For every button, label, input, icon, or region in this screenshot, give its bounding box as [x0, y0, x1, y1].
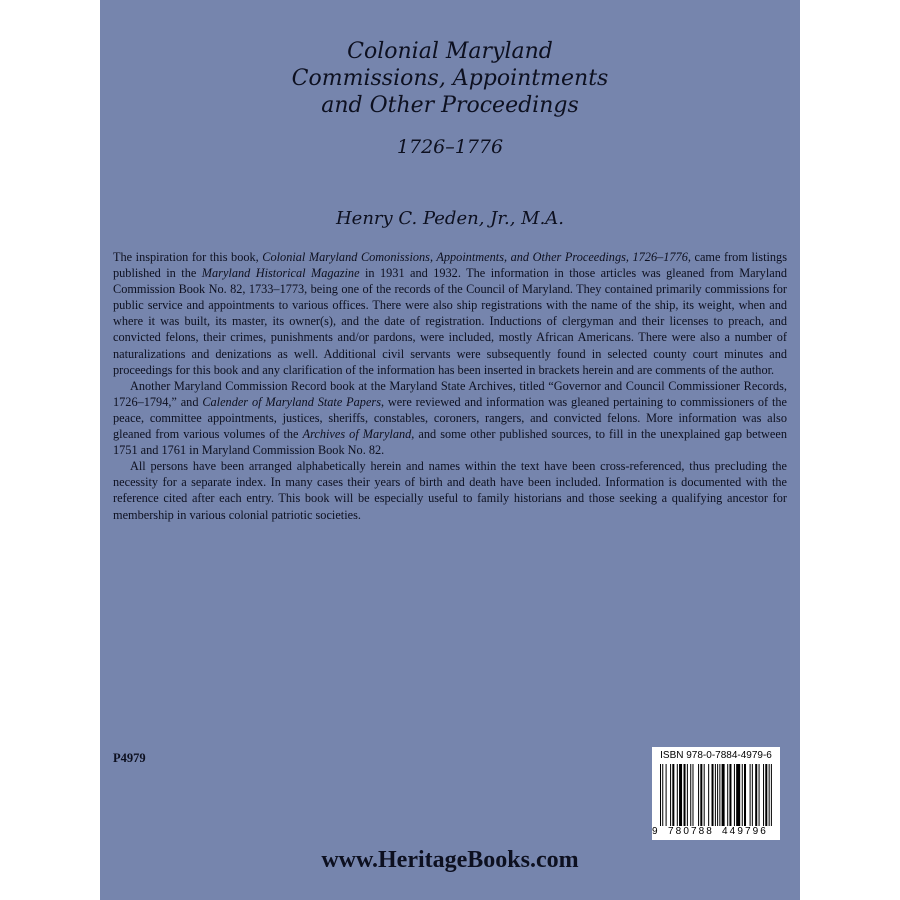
barcode-bar [712, 764, 714, 826]
title-line-2: Commissions, Appointments [291, 66, 609, 91]
title-line-3: and Other Proceedings [321, 93, 579, 118]
barcode-bar [692, 764, 693, 826]
description-magazine-title: Maryland Historical Magazine [201, 266, 360, 281]
barcode-bar [704, 764, 705, 826]
barcode-digits-left: 780788 [668, 826, 714, 837]
description-text: , and some other published sources, to fill in the unexplained gap between 1751 and 1761 in Maryland Commission Book No. 82. [113, 427, 787, 458]
barcode-bar [763, 764, 764, 826]
barcode-bar [750, 764, 751, 826]
book-back-cover [100, 0, 800, 900]
barcode-bar [677, 764, 678, 826]
barcode-bar [755, 764, 757, 826]
barcode-bar [715, 764, 716, 826]
barcode-bar [660, 764, 661, 826]
barcode-bar [736, 764, 740, 826]
barcode-bar [759, 764, 760, 826]
description-text: The inspiration for this book, [113, 250, 263, 264]
description-paragraph-1 [113, 249, 787, 378]
publisher-website: www.HeritageBooks.com [321, 847, 579, 873]
barcode-bar [672, 764, 674, 826]
barcode-bar [717, 764, 718, 826]
description-paragraph-3: All persons have been arranged alphabetically herein and names within the text have been cross-referenced, thus precluding the necessity for a separate index. In many cases their years of birth and death have been included. Information is documented with the reference cited after each entry. This book will be especially useful to family historians and those seeking a qualifying ancestor for membership in various colonial patriotic societies. [113, 459, 787, 522]
description-book-title: Colonial Maryland Comonissions, Appointments, and Other Proceedings, 1726–1776 [262, 250, 688, 264]
barcode-bar [687, 764, 688, 826]
description-text: in 1931 and 1932. The information in those articles was gleaned from Maryland Commission Book No. 82, 1733–1773, being one of the records of the Council of Maryland. They contained primarily commissions for public service and appointments to various offices. There were also ship registrations with the name of the ship, its weight, when and where it was built, its master, its owner(s), and the date of registration. Inductions of clergyman and their licenses to preach, and convicted felons, their crimes, punishments and/or pardons, were included, mostly African Americans. There were also a number of naturalizations and denizations as well. Additional civil servants were subsequently found in selected county court minutes and proceedings for this book and any clarification of the information has been inserted in brackets herein and are comments of the author. [113, 266, 787, 377]
barcode-bar [765, 764, 767, 826]
description-text: , came from listings published in the [113, 250, 787, 281]
book-description [113, 249, 787, 523]
barcode-bar [744, 764, 746, 826]
barcode-bar [670, 764, 671, 826]
barcode-digits-right: 449796 [722, 826, 768, 837]
barcode-bar [719, 764, 720, 826]
description-text: , were reviewed and information was gleaned pertaining to commissioners of the peace, committee appointments, justices, sheriffs, constables, coroners, rangers, and convicted felons. More information was also gleaned from various volumes of the [113, 394, 787, 442]
description-paragraph-2 [113, 378, 787, 458]
isbn-label: ISBN 978-0-7884-4979-6 [660, 750, 772, 761]
barcode-bar [769, 764, 770, 826]
barcode-bar [708, 764, 709, 826]
description-archives-title: Archives of Maryland [302, 427, 412, 442]
description-text: Another Maryland Commission Record book at the Maryland State Archives, titled “Governor and Council Commissioner Records, 1726–1794,” and [113, 378, 787, 409]
barcode-bar [698, 764, 699, 826]
barcode-bar [679, 764, 682, 826]
barcode-bars [660, 764, 772, 826]
description-calendar-title: Calender of Maryland State Papers [202, 394, 381, 409]
barcode-bar [662, 764, 663, 826]
author-name: Henry C. Peden, Jr., M.A. [335, 208, 565, 229]
book-title [100, 38, 800, 158]
barcode-bar [727, 764, 728, 826]
barcode-bar [742, 764, 743, 826]
barcode-bar [722, 764, 725, 826]
barcode-bar [771, 764, 772, 826]
barcode-bar [752, 764, 753, 826]
barcode-bar [700, 764, 702, 826]
barcode-bar [666, 764, 667, 826]
product-code: P4979 [113, 751, 146, 765]
barcode-bar [690, 764, 691, 826]
barcode-bar [729, 764, 731, 826]
title-line-1: Colonial Maryland [347, 39, 553, 64]
isbn-barcode [652, 747, 780, 840]
title-years: 1726–1776 [396, 136, 504, 158]
barcode-bar [734, 764, 735, 826]
barcode-digit-first: 9 [652, 826, 658, 837]
barcode-bar [684, 764, 686, 826]
